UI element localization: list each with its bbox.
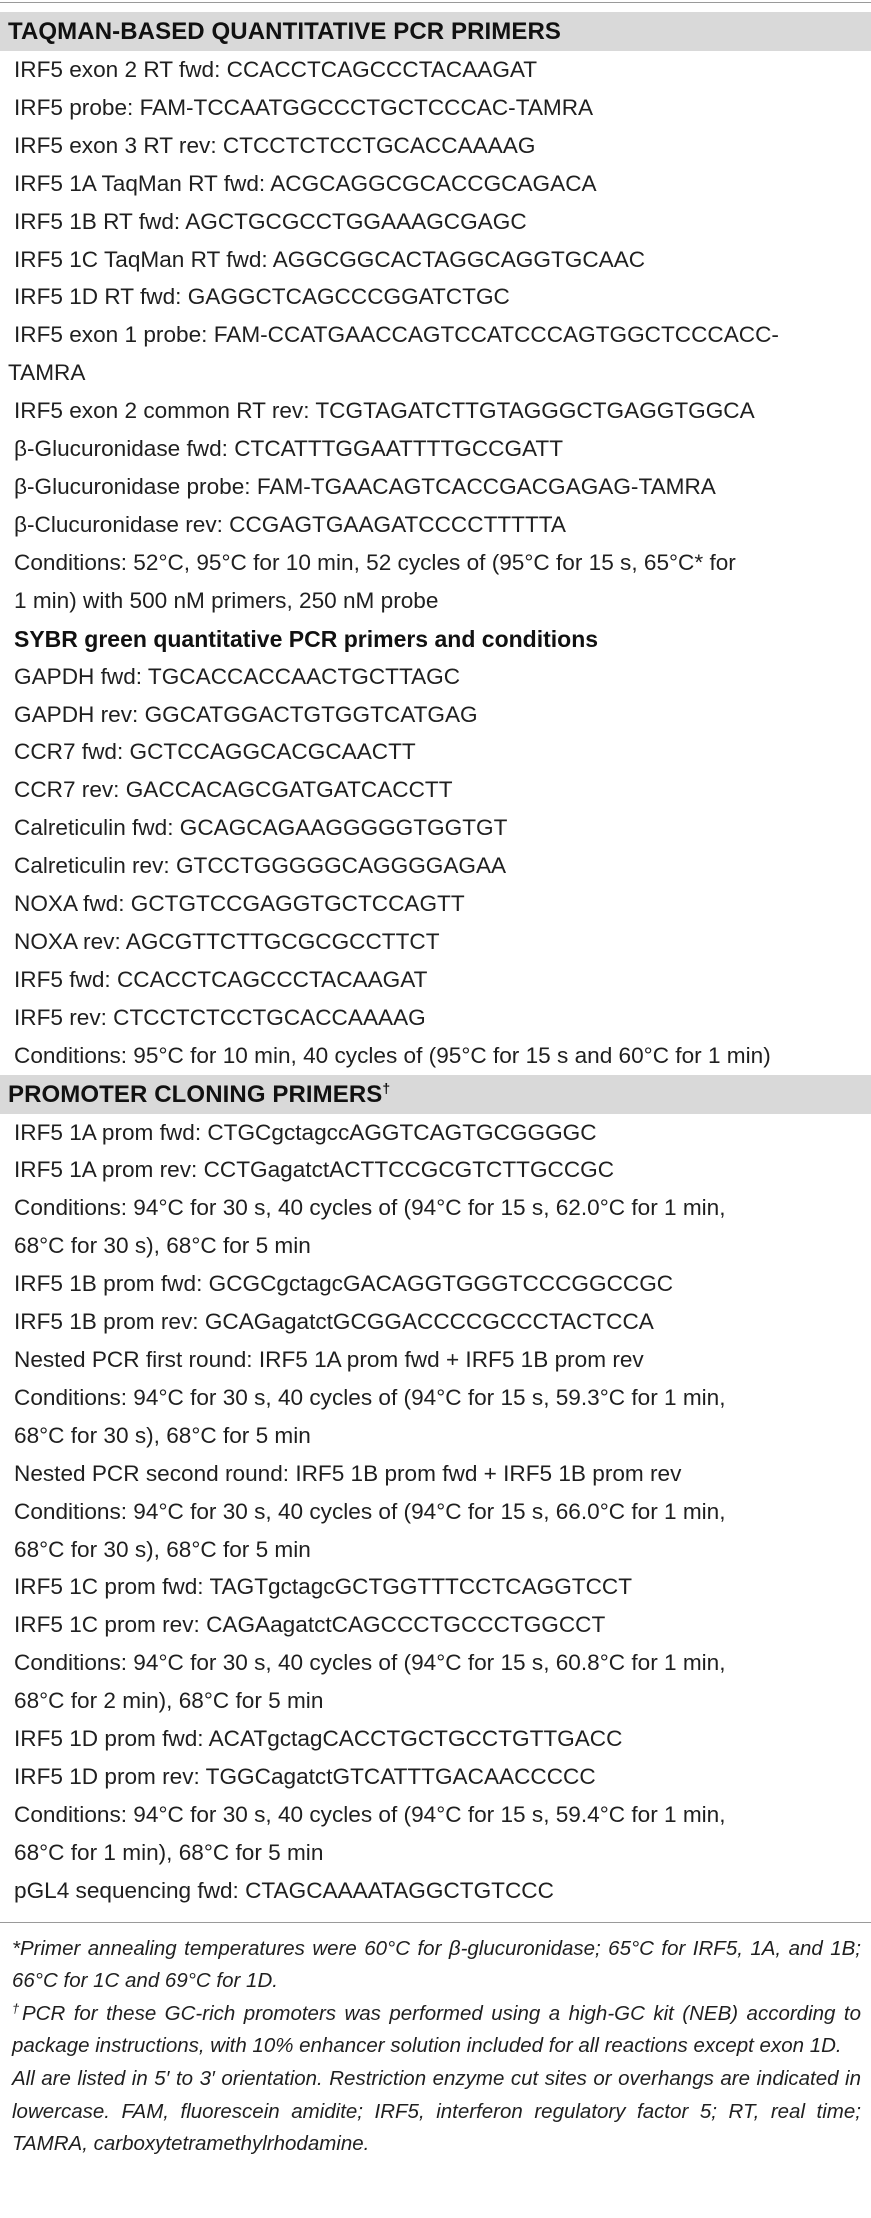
table-row-conditions [0, 1644, 871, 1720]
section-header-promoter [0, 1075, 871, 1114]
table-row: GAPDH rev: GGCATGGACTGTGGTCATGAG [14, 701, 478, 727]
table-row: β-Glucuronidase fwd: CTCATTTGGAATTTTGCCGATT [14, 436, 564, 462]
table-row: β-Clucuronidase rev: CCGAGTGAAGATCCCCTTTTTA [14, 511, 566, 537]
table-row-conditions [0, 1379, 871, 1455]
subhead-sybr: SYBR green quantitative PCR primers and conditions [14, 625, 599, 652]
table-row-conditions [0, 1796, 871, 1872]
table-row-conditions [0, 1493, 871, 1569]
table-row: Calreticulin fwd: GCAGCAGAAGGGGGTGGTGT [14, 815, 508, 841]
table-row: GAPDH fwd: TGCACCACCAACTGCTTAGC [14, 663, 461, 689]
table-row: IRF5 1B prom rev: GCAGagatctGCGGACCCCGCCCTACTCCA [14, 1309, 654, 1335]
top-rule [0, 2, 871, 3]
row-text-line1: IRF5 exon 1 probe: FAM-CCATGAACCAGTCCATCCCAGTGGCTCCCACC- [14, 322, 779, 348]
footnote-annealing: *Primer annealing temperatures were 60°C for β-glucuronidase; 65°C for IRF5, 1A, and 1B; 66°C for 1C and 69°C for 1D. [12, 1936, 861, 1993]
row-text-line2: 68°C for 30 s), 68°C for 5 min [14, 1536, 311, 1562]
row-text-line1: Conditions: 94°C for 30 s, 40 cycles of (94°C for 15 s, 62.0°C for 1 min, [14, 1195, 726, 1221]
table-row: IRF5 exon 3 RT rev: CTCCTCTCCTGCACCAAAAG [14, 132, 536, 158]
table-row: IRF5 1B prom fwd: GCGCgctagcGACAGGTGGGTCCCGGCCGC [14, 1271, 674, 1297]
footnote-orientation: All are listed in 5′ to 3′ orientation. Restriction enzyme cut sites or overhangs are indicated in lowercase. FAM, fluorescein amidite; IRF5, interferon regulatory factor 5; RT, real time; TAMRA, carboxytetramethylrhodamine. [12, 2066, 861, 2156]
row-text-line2: 1 min) with 500 nM primers, 250 nM probe [14, 587, 439, 613]
row-text-line2: 68°C for 30 s), 68°C for 5 min [14, 1233, 311, 1259]
table-row: IRF5 1A TaqMan RT fwd: ACGCAGGCGCACCGCAGACA [14, 170, 597, 196]
table-row: IRF5 1C TaqMan RT fwd: AGGCGGCACTAGGCAGGTGCAAC [14, 246, 646, 272]
row-text-line1: Conditions: 94°C for 30 s, 40 cycles of (94°C for 15 s, 59.4°C for 1 min, [14, 1801, 726, 1827]
footnote-gc-kit [12, 1998, 861, 2063]
row-text-line1: Conditions: 94°C for 30 s, 40 cycles of (94°C for 15 s, 60.8°C for 1 min, [14, 1650, 726, 1676]
row-text-line2: 68°C for 1 min), 68°C for 5 min [14, 1839, 324, 1865]
table-row: IRF5 probe: FAM-TCCAATGGCCCTGCTCCCAC-TAMRA [14, 94, 594, 120]
primer-table [0, 12, 871, 2161]
table-row: Nested PCR first round: IRF5 1A prom fwd + IRF5 1B prom rev [14, 1347, 644, 1372]
dagger-mark: † [12, 2000, 22, 2016]
section-header-taqman [0, 12, 871, 51]
section-header-promoter-label: PROMOTER CLONING PRIMERS [8, 1080, 383, 1108]
row-text-line2: 68°C for 30 s), 68°C for 5 min [14, 1422, 311, 1448]
footnote-gc-kit-text: PCR for these GC-rich promoters was performed using a high-GC kit (NEB) according to package instructions, with 10% enhancer solution included for all reactions except exon 1D. [12, 2001, 861, 2058]
table-row-conditions [0, 1189, 871, 1265]
table-row-conditions: Conditions: 95°C for 10 min, 40 cycles of (95°C for 15 s and 60°C for 1 min) [14, 1042, 771, 1068]
table-row: NOXA fwd: GCTGTCCGAGGTGCTCCAGTT [14, 891, 465, 917]
table-row: CCR7 rev: GACCACAGCGATGATCACCTT [14, 777, 453, 803]
table-row: IRF5 rev: CTCCTCTCCTGCACCAAAAG [14, 1004, 426, 1030]
row-text-line2: 68°C for 2 min), 68°C for 5 min [14, 1688, 324, 1714]
table-row: IRF5 1A prom fwd: CTGCgctagccAGGTCAGTGCGGGGC [14, 1119, 597, 1145]
table-row-wrapped [0, 316, 871, 392]
table-row: IRF5 1B RT fwd: AGCTGCGCCTGGAAAGCGAGC [14, 208, 527, 234]
table-row: IRF5 1C prom fwd: TAGTgctagcGCTGGTTTCCTCAGGTCCT [14, 1574, 633, 1600]
dagger-mark: † [382, 1079, 391, 1096]
table-footnotes [0, 1923, 871, 2161]
table-row: IRF5 exon 2 RT fwd: CCACCTCAGCCCTACAAGAT [14, 57, 538, 82]
table-row: IRF5 fwd: CCACCTCAGCCCTACAAGAT [14, 966, 428, 992]
table-row-conditions [0, 544, 871, 620]
table-row: β-Glucuronidase probe: FAM-TGAACAGTCACCGACGAGAG-TAMRA [14, 473, 716, 499]
table-row: Nested PCR second round: IRF5 1B prom fwd + IRF5 1B prom rev [14, 1460, 682, 1486]
table-row: IRF5 1D prom rev: TGGCagatctGTCATTTGACAACCCCC [14, 1763, 596, 1789]
row-text-line1: Conditions: 94°C for 30 s, 40 cycles of (94°C for 15 s, 66.0°C for 1 min, [14, 1498, 726, 1524]
table-row: IRF5 exon 2 common RT rev: TCGTAGATCTTGTAGGGCTGAGGTGGCA [14, 398, 755, 424]
table-row: IRF5 1D RT fwd: GAGGCTCAGCCCGGATCTGC [14, 284, 510, 310]
table-row: NOXA rev: AGCGTTCTTGCGCGCCTTCT [14, 928, 440, 954]
table-row: IRF5 1A prom rev: CCTGagatctACTTCCGCGTCTTGCCGC [14, 1157, 615, 1183]
row-text-line1: Conditions: 52°C, 95°C for 10 min, 52 cycles of (95°C for 15 s, 65°C* for [14, 549, 736, 575]
row-text-line2: TAMRA [8, 360, 86, 386]
section-header-taqman-label: TAQMAN-BASED QUANTITATIVE PCR PRIMERS [8, 18, 562, 45]
table-row: IRF5 1C prom rev: CAGAagatctCAGCCCTGCCCTGGCCT [14, 1612, 606, 1638]
table-row: IRF5 1D prom fwd: ACATgctagCACCTGCTGCCTGTTGACC [14, 1726, 623, 1752]
table-row: CCR7 fwd: GCTCCAGGCACGCAACTT [14, 739, 416, 765]
table-row: Calreticulin rev: GTCCTGGGGGCAGGGGAGAA [14, 853, 507, 879]
table-row: pGL4 sequencing fwd: CTAGCAAAATAGGCTGTCCC [14, 1877, 554, 1903]
row-text-line1: Conditions: 94°C for 30 s, 40 cycles of (94°C for 15 s, 59.3°C for 1 min, [14, 1384, 726, 1410]
